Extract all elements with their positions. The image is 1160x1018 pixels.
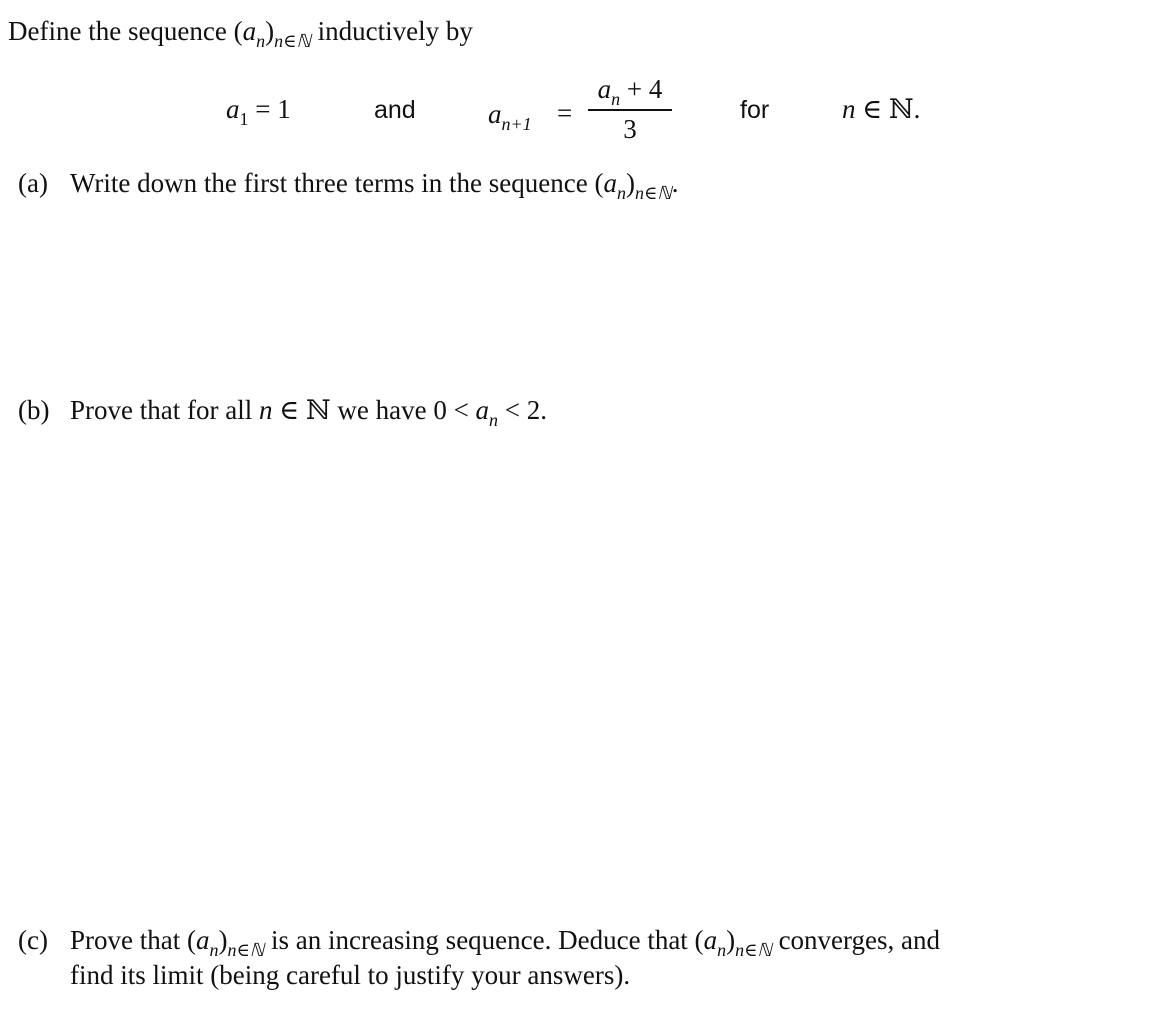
part-c-label: (c) — [18, 925, 48, 955]
definition-a1 — [226, 94, 291, 129]
part-c-before: Prove that ( — [70, 925, 196, 955]
rec-eq: = — [557, 98, 573, 128]
part-c-end1: converges, and — [771, 925, 941, 955]
definition-for — [740, 96, 769, 125]
a1-sub: 1 — [239, 109, 249, 129]
intro-seq-open: ( — [233, 16, 243, 46]
part-b-text — [70, 395, 548, 430]
rec-var: a — [488, 99, 502, 129]
recurrence-fraction — [588, 74, 672, 145]
part-a-index: n∈ℕ — [634, 183, 672, 203]
a1-var: a — [226, 94, 240, 124]
part-a-var: a — [603, 168, 617, 198]
fraction-denominator: 3 — [623, 113, 637, 144]
part-c-index2: n∈ℕ — [735, 940, 772, 960]
part-c-close2: ) — [726, 925, 736, 955]
num-var: a — [597, 74, 612, 104]
part-c-var1: a — [195, 925, 210, 955]
part-b-var-sub: n — [489, 410, 499, 430]
definition-and — [374, 96, 416, 125]
rec-sub: n+1 — [501, 114, 532, 134]
part-b-label: (b) — [18, 395, 50, 425]
domain-rest: ∈ ℕ. — [855, 94, 921, 124]
part-b-end: < 2. — [498, 395, 548, 425]
intro-seq-close: ) — [265, 16, 275, 46]
intro-seq-var: a — [242, 16, 257, 46]
part-b-middle: ∈ ℕ we have 0 < — [272, 395, 476, 425]
part-c-close1: ) — [218, 925, 228, 955]
definition-recurrence-lhs — [488, 99, 532, 134]
part-c-index1: n∈ℕ — [227, 940, 265, 960]
part-a-close: ) — [625, 168, 635, 198]
part-b-var: a — [475, 395, 490, 425]
for-word: for — [740, 96, 770, 124]
part-c-var2-sub: n — [717, 940, 727, 960]
part-b-before: Prove that for all — [70, 395, 259, 425]
part-c-line2 — [70, 960, 630, 991]
num-rest: + 4 — [620, 74, 663, 104]
intro-seq-index: n∈ℕ — [274, 31, 311, 51]
part-b — [18, 395, 548, 430]
part-a-label: (a) — [18, 168, 48, 198]
intro-suffix: inductively by — [310, 16, 473, 46]
intro-prefix: Define the sequence — [8, 16, 234, 46]
part-c-text-line2: find its limit (being careful to justify your answers). — [70, 960, 631, 990]
fraction-numerator — [588, 74, 672, 109]
part-a — [18, 168, 679, 203]
num-sub: n — [611, 89, 621, 109]
a1-eq: = 1 — [248, 94, 291, 124]
definition-domain — [842, 94, 920, 125]
fraction-bar — [588, 109, 672, 111]
part-c-text-line1 — [70, 925, 941, 960]
intro-line — [8, 16, 473, 51]
part-b-n-var: n — [258, 395, 273, 425]
and-word: and — [374, 96, 416, 124]
part-c-var2: a — [703, 925, 718, 955]
part-a-var-sub: n — [616, 183, 626, 203]
part-c-var1-sub: n — [209, 940, 219, 960]
part-a-text — [70, 168, 679, 203]
part-c-line1 — [18, 925, 941, 960]
recurrence-eq-sign — [557, 98, 572, 129]
part-c-middle: is an increasing sequence. Deduce that ( — [264, 925, 704, 955]
part-a-before: Write down the first three terms in the sequence ( — [70, 168, 604, 198]
part-a-end: . — [671, 168, 679, 198]
intro-seq-var-sub: n — [256, 31, 266, 51]
domain-var: n — [842, 94, 856, 124]
